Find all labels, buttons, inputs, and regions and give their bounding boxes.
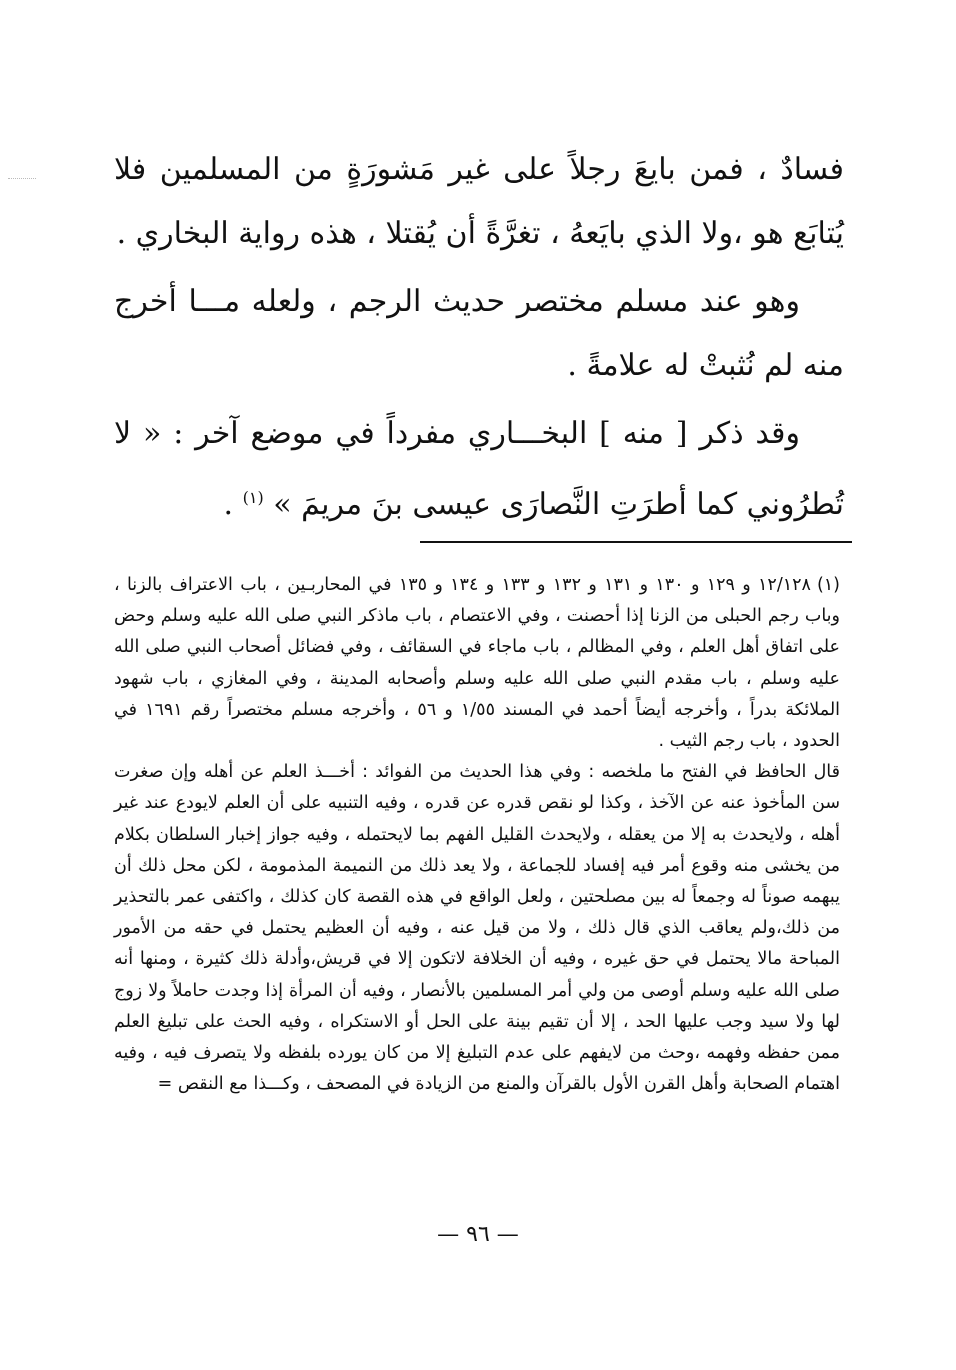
main-text-block bbox=[114, 138, 844, 537]
page-number: — ٩٦ — bbox=[437, 1222, 519, 1247]
footnote-reference: (١) bbox=[242, 488, 264, 507]
footnote-divider bbox=[420, 541, 852, 543]
main-paragraph-2: وهو عند مسلم مختصر حديث الرجم ، ولعله مـــا أخرج منه لم نُثبتْ له علامةً . bbox=[114, 284, 844, 383]
footnotes-block bbox=[114, 570, 840, 1100]
footnote-1 bbox=[114, 570, 840, 757]
footnote-1-text: ١٢/١٢٨ و ١٢٩ و ١٣٠ و ١٣١ و ١٣٢ و ١٣٣ و ١٣٤ و ١٣٥ في المحاربـين ، باب الاعتراف بالزنا ، وباب رجم الحبلى من الزنا إذا أحصنت ، وفي الاعتصام ، باب ماذكر النبي صلى الله عليه وسلم وحض على اتفاق أهل العلم ، وفي المظالم ، باب ماجاء في السقائف ، وفي فضائل أصحاب النبي صلى الله عليه وسلم ، باب مقدم النبي صلى الله عليه وسلم وأصحابه المدينة ، وفي المغازي ، باب شهود الملائكة بدراً ، وأخرجه أيضاً أحمد في المسند ١/٥٥ و ٥٦ ، وأخرجه مسلم مختصراً رقم ١٦٩١ في الحدود ، باب رجم الثيب . bbox=[114, 575, 841, 752]
margin-dotted-mark bbox=[8, 178, 36, 179]
main-paragraph-1: فسادٌ ، فمن بايعَ رجلاً على غير مَشورَةٍ من المسلمين فلا يُتابَع هو ،ولا الذي بايَعهُ ، تغرَّةً أن يُقتلا ، هذه رواية البخاري . bbox=[114, 152, 844, 251]
footnote-commentary: قال الحافظ في الفتح ما ملخصه : وفي هذا الحديث من الفوائد : أخـــذ العلم عن أهله وإن صغرت سن المأخوذ عنه عن الآخذ ، وكذا لو نقص قدره عن قدره ، وفيه التنبيه على أن العلم لايودع عند غير أهله ، ولايحدث به إلا من يعقله ، ولايحدث القليل الفهم بما لايحتمله ، وفيه جواز إخبار السلطان بكلام من يخشى منه وقوع أمر فيه إفساد للجماعة ، ولا يعد ذلك من النميمة المذمومة ، لكن محل ذلك أن يبهمه صوناً له وجمعاً له بين مصلحتين ، ولعل الواقع في هذه القصة كان كذلك ، واكتفى عمر بالتحذير من ذلك،ولم يعاقب الذي قال ذلك ، ولا من قيل عنه ، وفيه أن العظيم يحتمل في حقه من الأمور المباحة مالا يحتمل في حق غيره ، وفيه أن الخلافة لاتكون إلا في قريش،وأدلة ذلك كثيرة ، ومنها أنه صلى الله عليه وسلم أوصى من ولي أمر المسلمين بالأنصار ، وفيه أن المرأة إذا وجدت حاملاً ولا زوج لها ولا سيد وجب عليها الحد ، إلا أن تقيم بينة على الحل أو الاستكراه ، وفيه الحث على تبليغ العلم ممن حفظه وفهمه ،وحث من لايفهم على عدم التبليغ إلا من كان يورده بلفظه ولا يتصرف فيه ، وفيه اهتمام الصحابة وأهل القرن الأول بالقرآن والمنع من الزيادة في المصحف ، وكـــذا مع النقص = bbox=[114, 762, 840, 1095]
footnote-1-number: (١) bbox=[816, 575, 840, 595]
main-paragraph-3 bbox=[114, 402, 844, 537]
main-paragraph-3-text: وقد ذكر [ منه ] البخـــاري مفرداً في موضع آخر : « لا تُطرُوني كما أطرَتِ النَّصارَى عيسى بنَ مريمَ » bbox=[114, 416, 844, 522]
main-paragraph-3-end: . bbox=[223, 487, 243, 522]
